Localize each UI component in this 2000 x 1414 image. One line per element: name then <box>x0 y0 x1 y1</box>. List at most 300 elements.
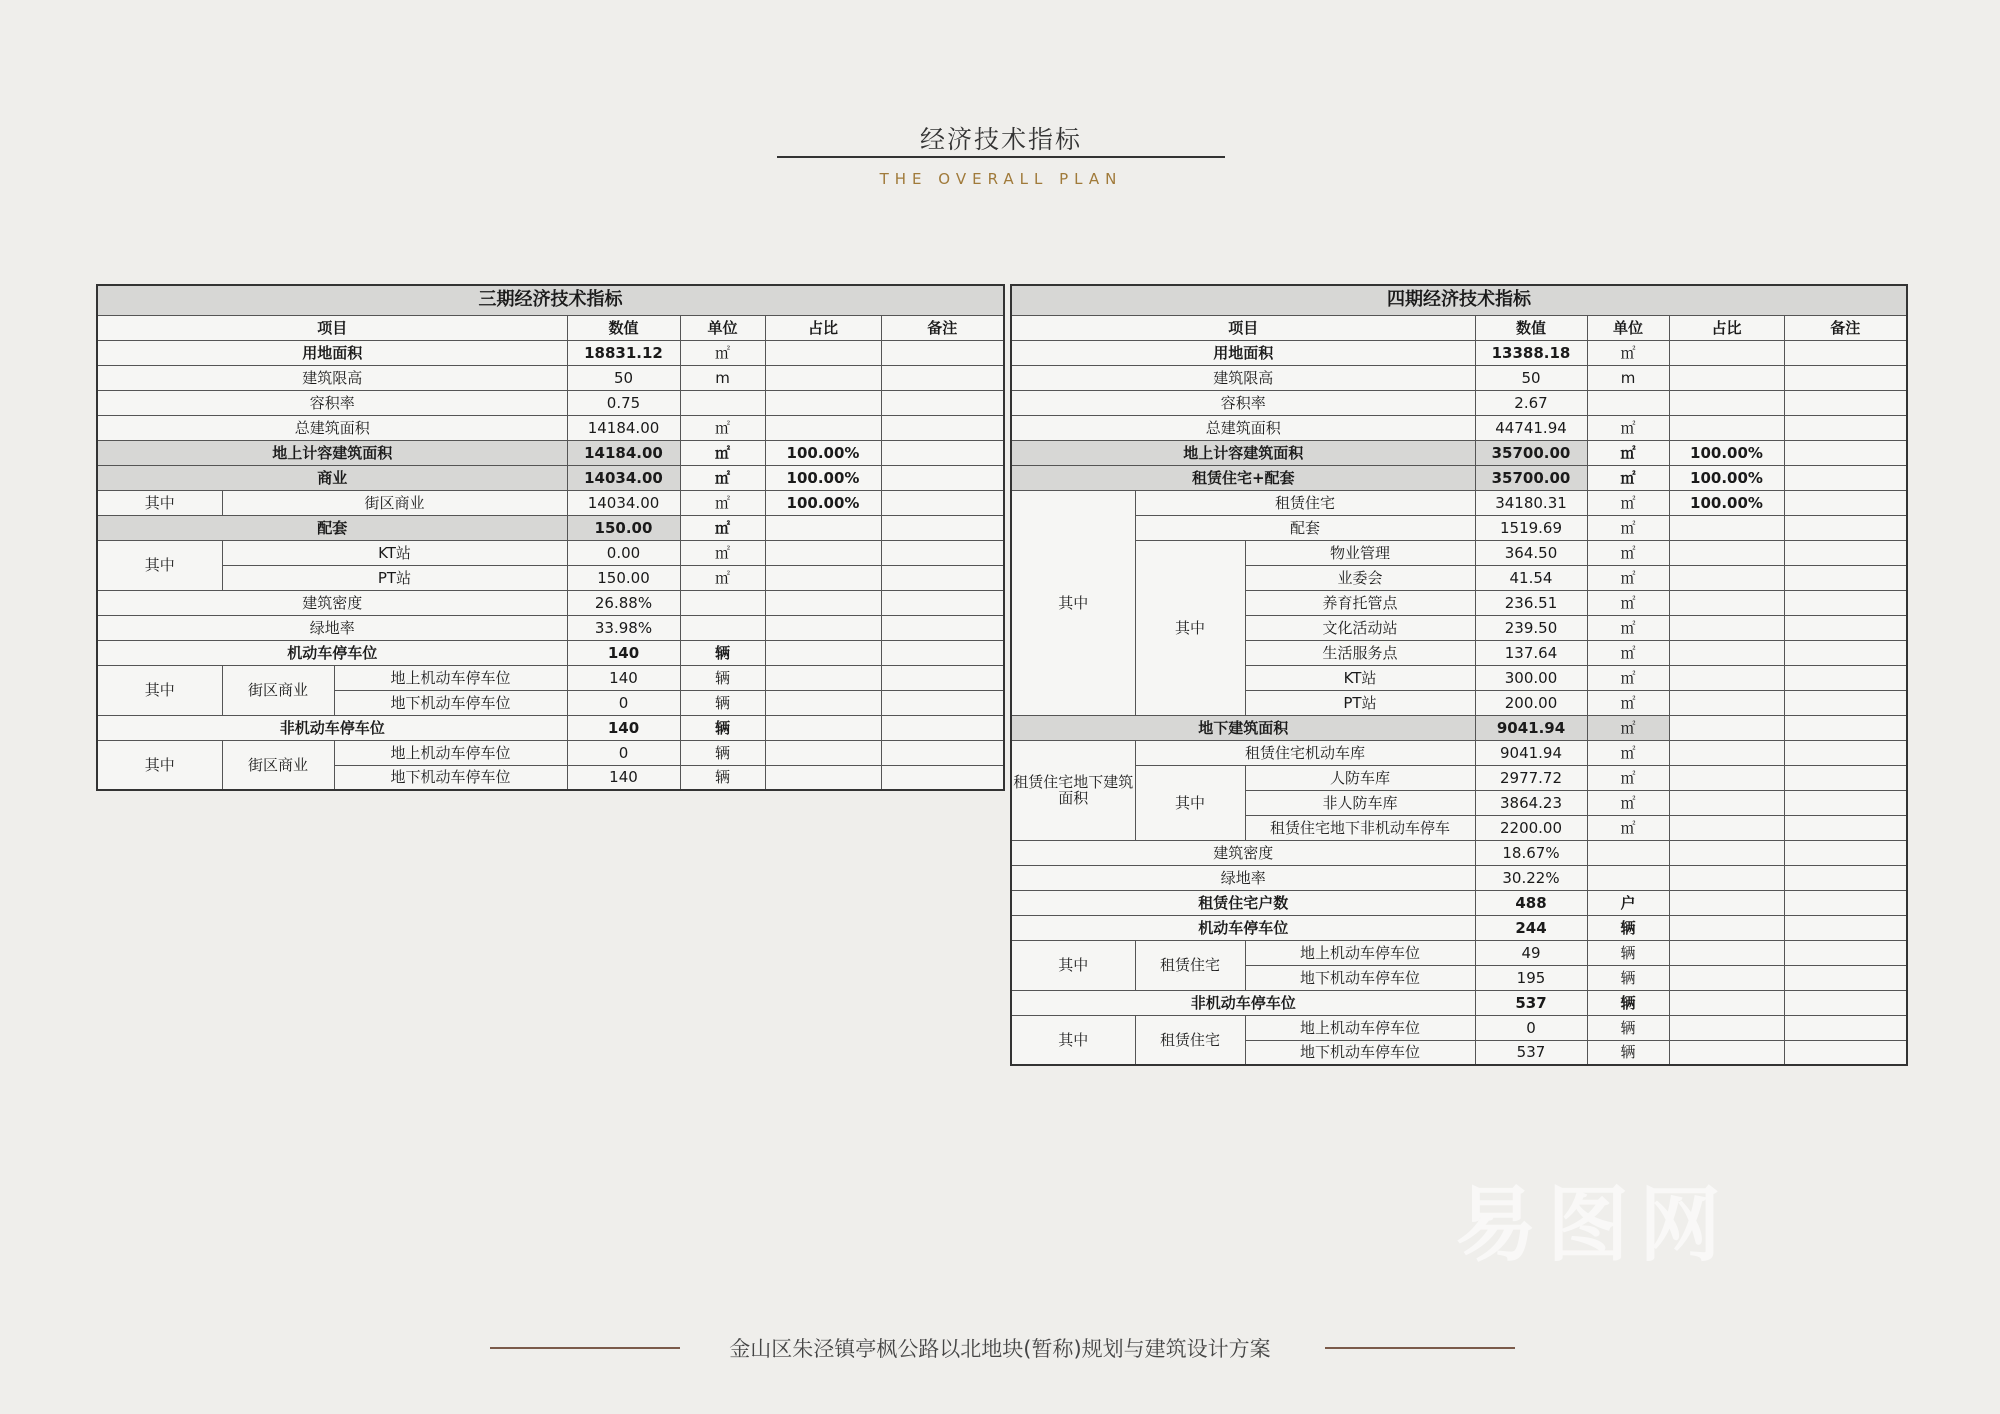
row-item: 用地面积 <box>1011 340 1475 365</box>
row-ratio <box>765 340 881 365</box>
row-remark <box>1784 665 1907 690</box>
row-unit: ㎡ <box>680 440 765 465</box>
row-unit: ㎡ <box>1587 640 1669 665</box>
table-row <box>97 590 1004 615</box>
row-unit <box>680 590 765 615</box>
row-remark <box>1784 1015 1907 1040</box>
row-ratio <box>765 640 881 665</box>
table-row <box>97 665 1004 690</box>
row-item: 文化活动站 <box>1245 615 1475 640</box>
row-remark <box>881 465 1004 490</box>
row-value: 30.22% <box>1475 865 1587 890</box>
row-remark <box>881 715 1004 740</box>
row-item: 容积率 <box>97 390 567 415</box>
row-ratio: 100.00% <box>1669 490 1784 515</box>
row-remark <box>1784 565 1907 590</box>
row-value: 364.50 <box>1475 540 1587 565</box>
row-ratio: 100.00% <box>765 440 881 465</box>
row-remark <box>881 490 1004 515</box>
row-sub-label: 租赁住宅 <box>1135 1015 1245 1065</box>
row-ratio <box>1669 640 1784 665</box>
row-value: 537 <box>1475 990 1587 1015</box>
row-item: 非人防车库 <box>1245 790 1475 815</box>
row-remark <box>1784 490 1907 515</box>
table-row <box>1011 940 1907 965</box>
row-item: 地上计容建筑面积 <box>97 440 567 465</box>
row-unit: ㎡ <box>680 465 765 490</box>
row-item: 人防车库 <box>1245 765 1475 790</box>
row-unit: ㎡ <box>680 415 765 440</box>
watermark: 易图网 <box>1455 1178 1732 1273</box>
row-value: 300.00 <box>1475 665 1587 690</box>
footer-rule-left <box>490 1347 680 1349</box>
row-ratio <box>1669 565 1784 590</box>
row-value: 34180.31 <box>1475 490 1587 515</box>
row-ratio <box>765 540 881 565</box>
table-row <box>1011 890 1907 915</box>
row-value: 9041.94 <box>1475 740 1587 765</box>
row-ratio <box>765 365 881 390</box>
column-header-unit: 单位 <box>680 315 765 340</box>
row-unit: ㎡ <box>1587 540 1669 565</box>
row-remark <box>1784 515 1907 540</box>
row-ratio <box>765 740 881 765</box>
row-ratio <box>1669 765 1784 790</box>
row-unit: ㎡ <box>1587 615 1669 640</box>
row-remark <box>1784 990 1907 1015</box>
page-title: 经济技术指标 <box>919 125 1082 154</box>
row-value: 18831.12 <box>567 340 680 365</box>
row-unit: ㎡ <box>1587 340 1669 365</box>
row-value: 13388.18 <box>1475 340 1587 365</box>
row-value: 9041.94 <box>1475 715 1587 740</box>
row-remark <box>1784 440 1907 465</box>
row-item: 用地面积 <box>97 340 567 365</box>
row-item: 地上机动车停车位 <box>1245 940 1475 965</box>
row-group-label: 其中 <box>97 540 222 590</box>
row-value: 236.51 <box>1475 590 1587 615</box>
row-ratio <box>1669 790 1784 815</box>
row-remark <box>1784 965 1907 990</box>
row-remark <box>881 340 1004 365</box>
table-row <box>1011 915 1907 940</box>
row-group-label: 其中 <box>1011 940 1135 990</box>
row-ratio <box>765 665 881 690</box>
row-unit <box>680 615 765 640</box>
row-remark <box>881 640 1004 665</box>
row-value: 537 <box>1475 1040 1587 1065</box>
row-ratio <box>1669 840 1784 865</box>
row-value: 150.00 <box>567 565 680 590</box>
row-remark <box>881 415 1004 440</box>
table-row <box>97 540 1004 565</box>
row-ratio <box>765 390 881 415</box>
table-title: 三期经济技术指标 <box>97 285 1004 315</box>
table-title: 四期经济技术指标 <box>1011 285 1907 315</box>
row-ratio <box>1669 890 1784 915</box>
row-item: 机动车停车位 <box>1011 915 1475 940</box>
row-value: 49 <box>1475 940 1587 965</box>
row-value: 239.50 <box>1475 615 1587 640</box>
row-remark <box>1784 340 1907 365</box>
row-item: 建筑密度 <box>1011 840 1475 865</box>
row-value: 33.98% <box>567 615 680 640</box>
row-unit: 辆 <box>1587 1040 1669 1065</box>
row-ratio <box>1669 1015 1784 1040</box>
row-value: 3864.23 <box>1475 790 1587 815</box>
page-subtitle: THE OVERALL PLAN <box>879 170 1123 188</box>
row-unit: 辆 <box>680 740 765 765</box>
table-row <box>1011 840 1907 865</box>
row-item: 地上机动车停车位 <box>334 740 567 765</box>
row-remark <box>881 390 1004 415</box>
row-item: 租赁住宅户数 <box>1011 890 1475 915</box>
row-remark <box>1784 840 1907 865</box>
row-unit: ㎡ <box>1587 715 1669 740</box>
row-ratio <box>1669 965 1784 990</box>
row-value: 200.00 <box>1475 690 1587 715</box>
row-remark <box>1784 715 1907 740</box>
row-ratio <box>765 690 881 715</box>
row-item: 地下机动车停车位 <box>334 690 567 715</box>
row-item: 非机动车停车位 <box>97 715 567 740</box>
row-remark <box>881 565 1004 590</box>
row-value: 150.00 <box>567 515 680 540</box>
row-value: 26.88% <box>567 590 680 615</box>
table-row <box>1011 990 1907 1015</box>
row-ratio <box>1669 815 1784 840</box>
row-unit: ㎡ <box>680 490 765 515</box>
row-ratio <box>765 615 881 640</box>
row-remark <box>1784 865 1907 890</box>
row-unit: ㎡ <box>1587 490 1669 515</box>
row-unit: 辆 <box>680 765 765 790</box>
row-item: 机动车停车位 <box>97 640 567 665</box>
row-item: 绿地率 <box>97 615 567 640</box>
row-ratio <box>765 565 881 590</box>
table-row <box>97 515 1004 540</box>
table-row <box>1011 365 1907 390</box>
row-remark <box>881 365 1004 390</box>
row-remark <box>881 740 1004 765</box>
row-unit: 户 <box>1587 890 1669 915</box>
row-ratio <box>765 515 881 540</box>
row-item: 租赁住宅地下非机动车停车 <box>1245 815 1475 840</box>
row-value: 50 <box>567 365 680 390</box>
column-header-value: 数值 <box>567 315 680 340</box>
table-row <box>1011 515 1907 540</box>
table-row <box>1011 415 1907 440</box>
row-unit: 辆 <box>680 665 765 690</box>
row-item: 建筑密度 <box>97 590 567 615</box>
row-ratio: 100.00% <box>765 490 881 515</box>
row-item: 业委会 <box>1245 565 1475 590</box>
row-ratio <box>765 765 881 790</box>
row-unit: ㎡ <box>1587 690 1669 715</box>
row-value: 0.00 <box>567 540 680 565</box>
row-ratio <box>765 715 881 740</box>
row-unit: ㎡ <box>1587 465 1669 490</box>
row-value: 0 <box>567 690 680 715</box>
row-remark <box>881 590 1004 615</box>
table-row <box>1011 490 1907 515</box>
table-row <box>97 365 1004 390</box>
row-sub-label: 其中 <box>1135 540 1245 715</box>
row-unit: ㎡ <box>1587 815 1669 840</box>
row-value: 140 <box>567 665 680 690</box>
row-unit: ㎡ <box>680 540 765 565</box>
row-remark <box>1784 740 1907 765</box>
row-unit: 辆 <box>1587 965 1669 990</box>
row-ratio <box>1669 715 1784 740</box>
row-ratio <box>765 590 881 615</box>
column-header-item: 项目 <box>1011 315 1475 340</box>
row-item: 地上机动车停车位 <box>1245 1015 1475 1040</box>
row-value: 1519.69 <box>1475 515 1587 540</box>
row-item: 非机动车停车位 <box>1011 990 1475 1015</box>
column-header-ratio: 占比 <box>1669 315 1784 340</box>
row-ratio <box>1669 390 1784 415</box>
table-row <box>1011 540 1907 565</box>
row-group-label: 其中 <box>1011 1015 1135 1065</box>
row-ratio <box>1669 340 1784 365</box>
table-row <box>1011 865 1907 890</box>
row-item: 街区商业 <box>222 490 567 515</box>
row-item: 地上机动车停车位 <box>334 665 567 690</box>
row-item: KT站 <box>1245 665 1475 690</box>
row-remark <box>881 515 1004 540</box>
row-value: 244 <box>1475 915 1587 940</box>
row-group-label: 其中 <box>97 740 222 790</box>
row-unit <box>1587 840 1669 865</box>
row-remark <box>1784 465 1907 490</box>
row-item: 容积率 <box>1011 390 1475 415</box>
row-ratio <box>1669 1040 1784 1065</box>
row-unit: ㎡ <box>1587 590 1669 615</box>
row-remark <box>1784 890 1907 915</box>
row-value: 140 <box>567 715 680 740</box>
row-item: 养育托管点 <box>1245 590 1475 615</box>
row-item: 地上计容建筑面积 <box>1011 440 1475 465</box>
row-unit: ㎡ <box>1587 565 1669 590</box>
row-ratio <box>1669 515 1784 540</box>
table-row <box>97 340 1004 365</box>
row-sub-label: 其中 <box>1135 765 1245 840</box>
row-remark <box>1784 640 1907 665</box>
row-item: 配套 <box>97 515 567 540</box>
table-row <box>1011 1015 1907 1040</box>
row-unit <box>1587 390 1669 415</box>
row-value: 2.67 <box>1475 390 1587 415</box>
row-sub-label: 街区商业 <box>222 665 334 715</box>
column-header-item: 项目 <box>97 315 567 340</box>
column-header-unit: 单位 <box>1587 315 1669 340</box>
row-value: 44741.94 <box>1475 415 1587 440</box>
row-remark <box>1784 615 1907 640</box>
table-row <box>1011 715 1907 740</box>
row-ratio <box>1669 940 1784 965</box>
row-remark <box>881 765 1004 790</box>
row-remark <box>1784 590 1907 615</box>
row-unit: ㎡ <box>1587 790 1669 815</box>
row-value: 0 <box>1475 1015 1587 1040</box>
row-group-label: 其中 <box>1011 490 1135 715</box>
row-item: 租赁住宅 <box>1135 490 1475 515</box>
row-remark <box>1784 390 1907 415</box>
row-ratio <box>1669 865 1784 890</box>
row-value: 137.64 <box>1475 640 1587 665</box>
table-row <box>1011 740 1907 765</box>
row-unit: ㎡ <box>1587 440 1669 465</box>
row-item: 建筑限高 <box>1011 365 1475 390</box>
row-remark <box>881 615 1004 640</box>
row-value: 50 <box>1475 365 1587 390</box>
column-header-ratio: 占比 <box>765 315 881 340</box>
footer-rule-right <box>1325 1347 1515 1349</box>
row-unit <box>680 390 765 415</box>
row-unit: ㎡ <box>680 565 765 590</box>
row-value: 14184.00 <box>567 440 680 465</box>
row-remark <box>1784 765 1907 790</box>
table-row <box>1011 390 1907 415</box>
row-ratio <box>765 415 881 440</box>
row-remark <box>1784 1040 1907 1065</box>
row-remark <box>1784 915 1907 940</box>
table-row <box>97 640 1004 665</box>
row-value: 140 <box>567 765 680 790</box>
row-item: 地下机动车停车位 <box>334 765 567 790</box>
row-value: 2200.00 <box>1475 815 1587 840</box>
row-item: 绿地率 <box>1011 865 1475 890</box>
row-remark <box>881 440 1004 465</box>
row-value: 140 <box>567 640 680 665</box>
row-sub-label: 街区商业 <box>222 740 334 790</box>
row-group-label: 其中 <box>97 490 222 515</box>
row-unit <box>1587 865 1669 890</box>
row-ratio <box>1669 690 1784 715</box>
row-remark <box>1784 815 1907 840</box>
row-unit: m <box>1587 365 1669 390</box>
row-value: 35700.00 <box>1475 465 1587 490</box>
table-row <box>97 390 1004 415</box>
row-remark <box>1784 790 1907 815</box>
column-header-remark: 备注 <box>881 315 1004 340</box>
table-row <box>97 440 1004 465</box>
phase4-indicator-table <box>1010 284 1908 1066</box>
row-unit: 辆 <box>680 640 765 665</box>
row-remark <box>881 665 1004 690</box>
row-item: 总建筑面积 <box>1011 415 1475 440</box>
row-value: 14184.00 <box>567 415 680 440</box>
row-unit: ㎡ <box>1587 415 1669 440</box>
row-value: 41.54 <box>1475 565 1587 590</box>
row-unit: ㎡ <box>1587 665 1669 690</box>
row-value: 35700.00 <box>1475 440 1587 465</box>
row-ratio <box>1669 365 1784 390</box>
row-value: 2977.72 <box>1475 765 1587 790</box>
row-item: 地下机动车停车位 <box>1245 965 1475 990</box>
table-row <box>1011 765 1907 790</box>
table-row <box>97 465 1004 490</box>
row-value: 0 <box>567 740 680 765</box>
row-ratio <box>1669 415 1784 440</box>
row-item: 商业 <box>97 465 567 490</box>
row-unit: ㎡ <box>1587 765 1669 790</box>
footer-project-name: 金山区朱泾镇亭枫公路以北地块(暂称)规划与建筑设计方案 <box>729 1337 1271 1361</box>
row-unit: 辆 <box>1587 990 1669 1015</box>
row-value: 14034.00 <box>567 465 680 490</box>
row-value: 195 <box>1475 965 1587 990</box>
row-ratio <box>1669 915 1784 940</box>
row-item: 物业管理 <box>1245 540 1475 565</box>
row-sub-label: 租赁住宅 <box>1135 940 1245 990</box>
row-remark <box>1784 540 1907 565</box>
row-item: 租赁住宅机动车库 <box>1135 740 1475 765</box>
row-value: 0.75 <box>567 390 680 415</box>
table-row <box>1011 465 1907 490</box>
row-ratio <box>1669 990 1784 1015</box>
row-item: 建筑限高 <box>97 365 567 390</box>
row-item: 总建筑面积 <box>97 415 567 440</box>
row-unit: ㎡ <box>1587 515 1669 540</box>
row-remark <box>1784 690 1907 715</box>
row-ratio <box>1669 615 1784 640</box>
row-remark <box>881 690 1004 715</box>
row-unit: ㎡ <box>1587 740 1669 765</box>
row-unit: 辆 <box>1587 940 1669 965</box>
row-item: 配套 <box>1135 515 1475 540</box>
row-unit: 辆 <box>680 715 765 740</box>
table-row <box>1011 340 1907 365</box>
row-unit: ㎡ <box>680 515 765 540</box>
row-value: 18.67% <box>1475 840 1587 865</box>
row-value: 488 <box>1475 890 1587 915</box>
row-unit: ㎡ <box>680 340 765 365</box>
row-ratio <box>1669 590 1784 615</box>
row-ratio <box>1669 740 1784 765</box>
row-group-label: 其中 <box>97 665 222 715</box>
row-ratio <box>1669 665 1784 690</box>
row-remark <box>881 540 1004 565</box>
row-item: 地下建筑面积 <box>1011 715 1475 740</box>
row-item: PT站 <box>1245 690 1475 715</box>
table-row <box>1011 440 1907 465</box>
row-ratio: 100.00% <box>1669 465 1784 490</box>
column-header-value: 数值 <box>1475 315 1587 340</box>
title-divider <box>777 156 1225 158</box>
table-row <box>97 615 1004 640</box>
table-row <box>97 740 1004 765</box>
row-unit: 辆 <box>680 690 765 715</box>
row-ratio: 100.00% <box>765 465 881 490</box>
row-group-label: 租赁住宅地下建筑面积 <box>1011 740 1135 840</box>
table-row <box>97 715 1004 740</box>
row-item: KT站 <box>222 540 567 565</box>
phase3-indicator-table <box>96 284 1005 791</box>
row-item: 租赁住宅+配套 <box>1011 465 1475 490</box>
row-unit: m <box>680 365 765 390</box>
row-item: PT站 <box>222 565 567 590</box>
table-row <box>97 565 1004 590</box>
row-unit: 辆 <box>1587 915 1669 940</box>
column-header-remark: 备注 <box>1784 315 1907 340</box>
row-ratio: 100.00% <box>1669 440 1784 465</box>
row-unit: 辆 <box>1587 1015 1669 1040</box>
row-remark <box>1784 415 1907 440</box>
row-item: 生活服务点 <box>1245 640 1475 665</box>
table-row <box>97 490 1004 515</box>
row-remark <box>1784 365 1907 390</box>
